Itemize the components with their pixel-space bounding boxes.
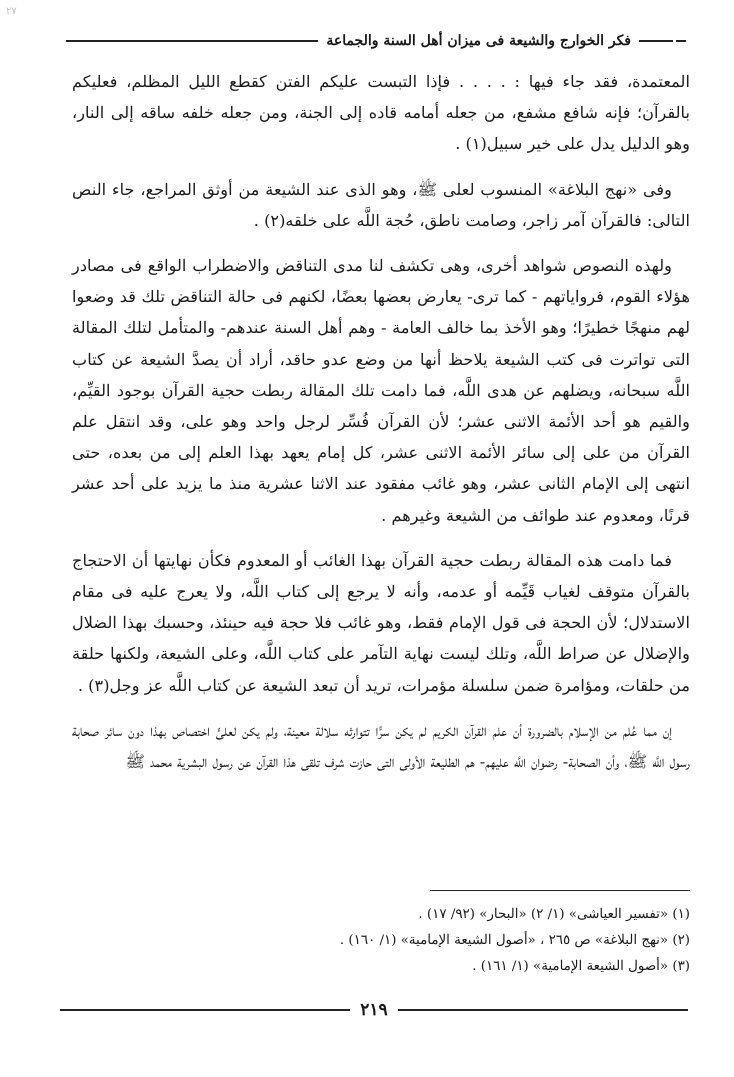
paragraph-4: فما دامت هذه المقالة ربطت حجية القرآن بهذا الغائب أو المعدوم فكأن نهايتها أن الاحتجاج بالقرآن متوقف لغياب قَيِّمه أو عدمه، وأنه لا يرجع إلى كتاب اللَّه، ولا يعرج عليه فى مقام الاستدلال؛ لأن الحجة فى قول الإمام فقط، وهو غائب فلا حجة فيه حينئذ، وحسبك بهذا الضلال والإضلال عن صراط اللَّه، وتلك ليست نهاية التآمر على كتاب اللَّه، وعلى الشيعة، ولكنها حلقة من حلقات، ومؤامرة ضمن سلسلة مؤمرات، تريد أن تبعد الشيعة عن كتاب اللَّه عز وجل(٣) . [72,550,690,695]
page-number-row [60,998,688,1022]
paragraph-3: ولهذه النصوص شواهد أخرى، وهى تكشف لنا مدى التناقض والاضطراب الواقع فى مصادر هؤلاء القوم، فرواياتهم - كما ترى- يعارض بعضها بعضًا، لكنهم فى حالة التناقض تلك قد وضعوا لهم منهجًا خطيرًا؛ وهو الأخذ بما خالف العامة - وهم أهل السنة عندهم- والمتأمل لتلك المقالة التى تواترت فى كتب الشيعة يلاحظ أنها من وضع عدو حاقد، أراد أن يصدَّ الشيعة عن كتاب اللَّه سبحانه، ويضلهم عن هدى اللَّه، فما دامت تلك المقالة ربطت حجية القرآن بوجود القيِّم، والقيم هو أحد الأئمة الاثنى عشر؛ لأن القرآن فُسِّر لرجل واحد وهو على، وقد انتقل علم القرآن من على إلى سائر الأئمة الاثنى عشر، كل إمام يعهد بهذا العلم إلى من بعده، حتى انتهى إلى الإمام الثانى عشر، وهو غائب مفقود عند الاثنا عشرية منذ ما يزيد على أحد عشر قرنًا، ومعدوم عند طوائف من الشيعة وغيرهم . [72,256,690,525]
page-number: ٢١٩ [360,1000,388,1020]
paragraph-gap [72,701,690,715]
paragraph-gap [72,531,690,545]
footnotes [270,902,690,980]
body-text [72,66,690,777]
page-number-rule-left [60,1009,350,1011]
footnote-2: (٢) «نهج البلاغة» ص ٢٦٥ ، «أصول الشيعة الإمامية» (١/ ١٦٠) . [339,933,690,948]
footnote-separator [430,890,690,891]
paragraph-1: المعتمدة، فقد جاء فيها : . . . . فإذا التبست عليكم الفتن كقطع الليل المظلم، فعليكم بالقرآن؛ فإنه شافع مشفع، من جعله أمامه قاده إلى الجنة، ومن جعله خلفه ساقه إلى النار، وهو الدليل يدل على خير سبيل(١) . [72,72,690,154]
paragraph-gap [72,160,690,174]
footnote-3: (٣) «أصول الشيعة الإمامية» (١/ ١٦١) . [472,959,690,974]
footnote-1: (١) «تفسير العياشى» (١/ ٢) «البحار» (٩٢/ ١٧) . [418,907,690,922]
header-rule-left [66,40,318,42]
paragraph-5: إن مما عُلم من الإسلام بالضرورة أن علم القرآن الكريم لم يكن سرًّا تتوارثه سلالة معينة، ولم يكن لعلىٍّ اختصاص بهذا دون سائر صحابة رسول اللَّه ﷺ، وأن الصحابة- رضوان اللَّه عليهم- هم الطليعة الأولى التى حازت شرف تلقى هذا القرآن عن رسول البشرية محمد ﷺ [72,720,690,772]
header-rule-short [676,40,686,42]
header-title: فكر الخوارج والشيعة فى ميزان أهل السنة والجماعة [326,33,631,49]
paragraph-gap [72,236,690,250]
page-number-rule-right [398,1009,688,1011]
corner-mark: ٢٧ [6,6,17,17]
paragraph-2: وفى «نهج البلاغة» المنسوب لعلى ﷺ، وهو الذى عند الشيعة من أوثق المراجع، جاء النص التالى: فالقرآن آمر زاجر، وصامت ناطق، حُجة اللَّه على خلقه(٢) . [72,179,690,230]
header-rule-right [639,40,673,42]
running-header [66,30,686,52]
